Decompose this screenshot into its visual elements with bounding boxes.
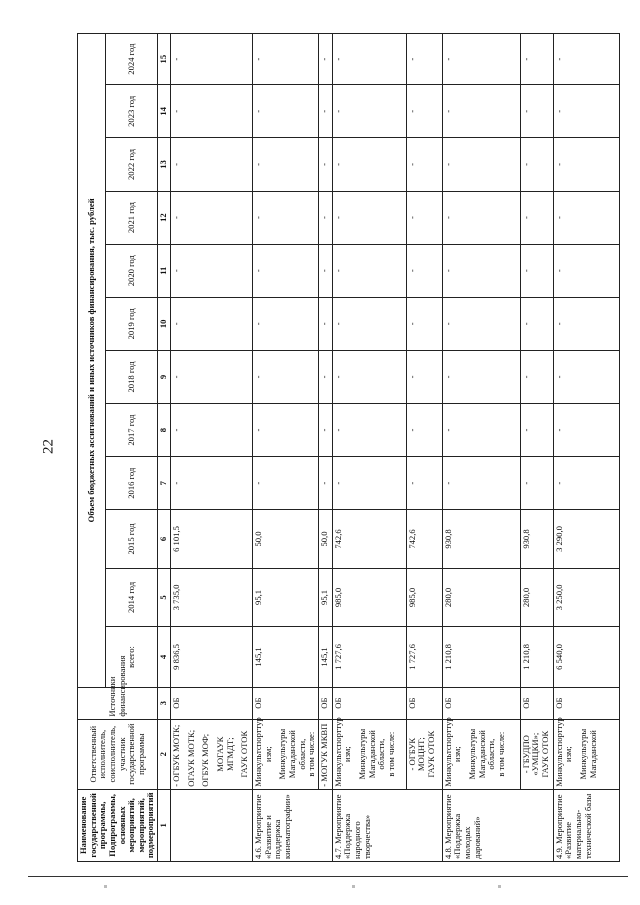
table-row xyxy=(332,34,406,862)
executor-line: ОГАУК МОТК; xyxy=(185,729,196,787)
col-number: 1 xyxy=(158,789,171,861)
cell-value: - xyxy=(406,244,442,297)
col-number: 8 xyxy=(158,404,171,457)
cell-value: 930,8 xyxy=(520,510,553,568)
cell-value: - xyxy=(318,85,332,138)
col-number: 7 xyxy=(158,457,171,510)
cell-value: - xyxy=(171,404,253,457)
cell-value: - xyxy=(553,404,619,457)
row-source: ОБ xyxy=(318,687,332,719)
header-financing-group: Объем бюджетных ассигнований и иных источников финансирования, тыс. рублей xyxy=(78,34,106,688)
col-number: 2 xyxy=(158,719,171,789)
executor-line: - ОГБУК МОЦНТ; xyxy=(406,737,427,772)
cell-value: - xyxy=(406,138,442,191)
cell-value: - xyxy=(332,457,406,510)
header-year: 2014 год xyxy=(106,568,158,626)
cell-value: 1 210,8 xyxy=(520,627,553,688)
cell-value: - xyxy=(253,191,319,244)
cell-value: - xyxy=(171,85,253,138)
cell-value: - xyxy=(253,297,319,350)
cell-value: - xyxy=(318,404,332,457)
cell-value: - xyxy=(406,297,442,350)
header-year: 2020 год xyxy=(106,244,158,297)
table-row xyxy=(406,34,442,862)
cell-value: - xyxy=(253,244,319,297)
executor-line: Минкультспорттур изм; xyxy=(253,717,273,787)
header-year: 2023 год xyxy=(106,85,158,138)
page-bottom-rule xyxy=(28,876,628,877)
row-source: ОБ xyxy=(520,687,553,719)
cell-value: - xyxy=(332,85,406,138)
cell-value: - xyxy=(318,138,332,191)
table-row xyxy=(553,34,619,862)
cell-value: - xyxy=(442,244,520,297)
cell-value: 50,0 xyxy=(253,510,319,568)
executor-line: ГАУК ОТОК xyxy=(239,730,250,778)
col-number: 12 xyxy=(158,191,171,244)
cell-value: - xyxy=(553,457,619,510)
executor-line: в том числе: xyxy=(306,731,317,777)
cell-value: - xyxy=(406,350,442,403)
cell-value: 985,0 xyxy=(332,568,406,626)
cell-value: - xyxy=(442,457,520,510)
header-year: 2017 год xyxy=(106,404,158,457)
executor-line: - ГБУДПО «УМЦКИ»; xyxy=(520,732,541,776)
cell-value: 1 727,6 xyxy=(406,627,442,688)
row-executor xyxy=(553,719,619,789)
cell-value: - xyxy=(553,297,619,350)
column-number-row xyxy=(158,34,171,862)
cell-value: 95,1 xyxy=(253,568,319,626)
cell-value: 95,1 xyxy=(318,568,332,626)
row-executor xyxy=(442,719,520,789)
cell-value: - xyxy=(332,244,406,297)
cell-value: - xyxy=(332,350,406,403)
cell-value: - xyxy=(520,34,553,85)
cell-value: - xyxy=(553,244,619,297)
cell-value: - xyxy=(253,85,319,138)
cell-value: - xyxy=(406,191,442,244)
row-source: ОБ xyxy=(442,687,520,719)
executor-line: - ОГБУК МОТК; xyxy=(171,724,181,787)
cell-value: - xyxy=(253,34,319,85)
header-total: всего: xyxy=(106,627,158,688)
col-number: 14 xyxy=(158,85,171,138)
executor-line: в том числе: xyxy=(385,731,396,777)
cell-value: 3 250,0 xyxy=(553,568,619,626)
row-source: ОБ xyxy=(253,687,319,719)
financing-table xyxy=(77,33,620,862)
header-year: 2018 год xyxy=(106,350,158,403)
cell-value: - xyxy=(553,34,619,85)
cell-value: - xyxy=(406,457,442,510)
cell-value: 145,1 xyxy=(318,627,332,688)
cell-value: - xyxy=(318,350,332,403)
row-executor xyxy=(520,719,553,789)
cell-value: - xyxy=(442,34,520,85)
cell-value: - xyxy=(553,138,619,191)
col-number: 9 xyxy=(158,350,171,403)
cell-value: 280,0 xyxy=(520,568,553,626)
table-row xyxy=(442,34,520,862)
cell-value: 6 540,0 xyxy=(553,627,619,688)
cell-value: 50,0 xyxy=(318,510,332,568)
col-number: 15 xyxy=(158,34,171,85)
executor-line: Минкультуры Магаданской области, xyxy=(277,728,307,780)
cell-value: 985,0 xyxy=(406,568,442,626)
cell-value: - xyxy=(253,404,319,457)
header-year: 2021 год xyxy=(106,191,158,244)
cell-value: - xyxy=(553,350,619,403)
cell-value: - xyxy=(442,297,520,350)
cell-value: 742,6 xyxy=(406,510,442,568)
col-number: 5 xyxy=(158,568,171,626)
col-number: 3 xyxy=(158,687,171,719)
cell-value: 145,1 xyxy=(253,627,319,688)
header-year: 2016 год xyxy=(106,457,158,510)
header-year: 2015 год xyxy=(106,510,158,568)
col-number: 4 xyxy=(158,627,171,688)
row-name: 4.8. Мероприятие «Поддержка молодых дарований» xyxy=(442,789,553,861)
row-executor xyxy=(332,719,406,789)
col-number: 13 xyxy=(158,138,171,191)
cell-value: - xyxy=(318,191,332,244)
cell-value: 9 836,5 xyxy=(171,627,253,688)
cell-value: 3 735,0 xyxy=(171,568,253,626)
cell-value: - xyxy=(318,297,332,350)
cell-value: - xyxy=(332,404,406,457)
cell-value: - xyxy=(553,191,619,244)
cell-value: - xyxy=(442,404,520,457)
executor-line: Минкультуры Магаданской области, xyxy=(467,728,497,780)
cell-value: 1 727,6 xyxy=(332,627,406,688)
cell-value: - xyxy=(318,457,332,510)
executor-line: Минкультспорттур изм; xyxy=(553,717,574,787)
cell-value: - xyxy=(171,138,253,191)
row-name: 4.7. Мероприятие «Поддержка народного творчества» xyxy=(332,789,442,861)
executor-line: МОГАУК МГМДТ; xyxy=(214,736,235,772)
cell-value: - xyxy=(520,297,553,350)
scan-mark xyxy=(352,885,355,888)
header-name: Наименование государственной программы, Подпрограммы, основных мероприятий, мероприятий, подмероприятий xyxy=(78,789,158,861)
executor-line: ГАУК ОТОК xyxy=(540,730,550,778)
row-executor xyxy=(171,719,253,789)
row-executor xyxy=(253,719,319,789)
scan-mark xyxy=(498,885,501,888)
executor-line: ОГБУК МОФ; xyxy=(200,733,211,787)
cell-value: - xyxy=(520,85,553,138)
cell-value: - xyxy=(332,34,406,85)
header-source: Источники финансирования xyxy=(78,687,158,719)
row-executor: - МОГУК МКВП xyxy=(318,719,332,789)
header-year: 2019 год xyxy=(106,297,158,350)
header-row-group xyxy=(78,34,106,862)
cell-value: - xyxy=(520,457,553,510)
table-row xyxy=(318,34,332,862)
row-name: 4.9. Мероприятие «Развитие материально-технической базы xyxy=(553,789,619,861)
row-name: 4.6. Мероприятие «Развитие и поддержка кинематографии» xyxy=(253,789,333,861)
cell-value: - xyxy=(520,244,553,297)
row-source: ОБ xyxy=(332,687,406,719)
header-year: 2024 год xyxy=(106,34,158,85)
executor-line: Минкультспорттур изм; xyxy=(332,717,353,787)
cell-value: - xyxy=(442,85,520,138)
cell-value: - xyxy=(253,350,319,403)
cell-value: - xyxy=(318,34,332,85)
cell-value: - xyxy=(520,191,553,244)
cell-value: - xyxy=(171,191,253,244)
row-executor xyxy=(406,719,442,789)
page-number: 22 xyxy=(40,439,57,454)
row-source: ОБ xyxy=(171,687,253,719)
rotated-table-container xyxy=(77,33,617,862)
cell-value: - xyxy=(406,404,442,457)
header-year: 2022 год xyxy=(106,138,158,191)
executor-line: Минкультуры Магаданской области, xyxy=(357,728,387,780)
cell-value: - xyxy=(520,404,553,457)
col-number: 6 xyxy=(158,510,171,568)
table-row xyxy=(520,34,553,862)
cell-value: - xyxy=(318,244,332,297)
cell-value: - xyxy=(406,34,442,85)
executor-line: Минкультуры Магаданской xyxy=(578,728,598,780)
col-number: 10 xyxy=(158,297,171,350)
cell-value: - xyxy=(442,138,520,191)
table-row xyxy=(171,34,253,862)
cell-value: - xyxy=(520,350,553,403)
table-row xyxy=(253,34,319,862)
cell-value: - xyxy=(332,138,406,191)
executor-line: Минкультспорттур изм; xyxy=(442,717,463,787)
cell-value: - xyxy=(171,244,253,297)
executor-line: ГАУК ОТОК xyxy=(426,730,436,778)
row-name-empty xyxy=(171,789,253,861)
cell-value: - xyxy=(253,457,319,510)
cell-value: - xyxy=(406,85,442,138)
cell-value: 1 210,8 xyxy=(442,627,520,688)
scan-mark xyxy=(104,885,107,888)
row-source: ОБ xyxy=(553,687,619,719)
row-source: ОБ xyxy=(406,687,442,719)
cell-value: 6 101,5 xyxy=(171,510,253,568)
cell-value: - xyxy=(171,457,253,510)
cell-value: - xyxy=(171,297,253,350)
cell-value: - xyxy=(171,34,253,85)
cell-value: - xyxy=(442,191,520,244)
cell-value: - xyxy=(332,191,406,244)
cell-value: - xyxy=(253,138,319,191)
cell-value: 3 290,0 xyxy=(553,510,619,568)
executor-line: в том числе: xyxy=(495,731,506,777)
cell-value: - xyxy=(442,350,520,403)
col-number: 11 xyxy=(158,244,171,297)
cell-value: - xyxy=(171,350,253,403)
cell-value: - xyxy=(332,297,406,350)
cell-value: - xyxy=(520,138,553,191)
header-executor: Ответственный исполнитель, соисполнитель, участник государственной программы xyxy=(78,719,158,789)
cell-value: 742,6 xyxy=(332,510,406,568)
cell-value: - xyxy=(553,85,619,138)
cell-value: 930,8 xyxy=(442,510,520,568)
cell-value: 280,0 xyxy=(442,568,520,626)
